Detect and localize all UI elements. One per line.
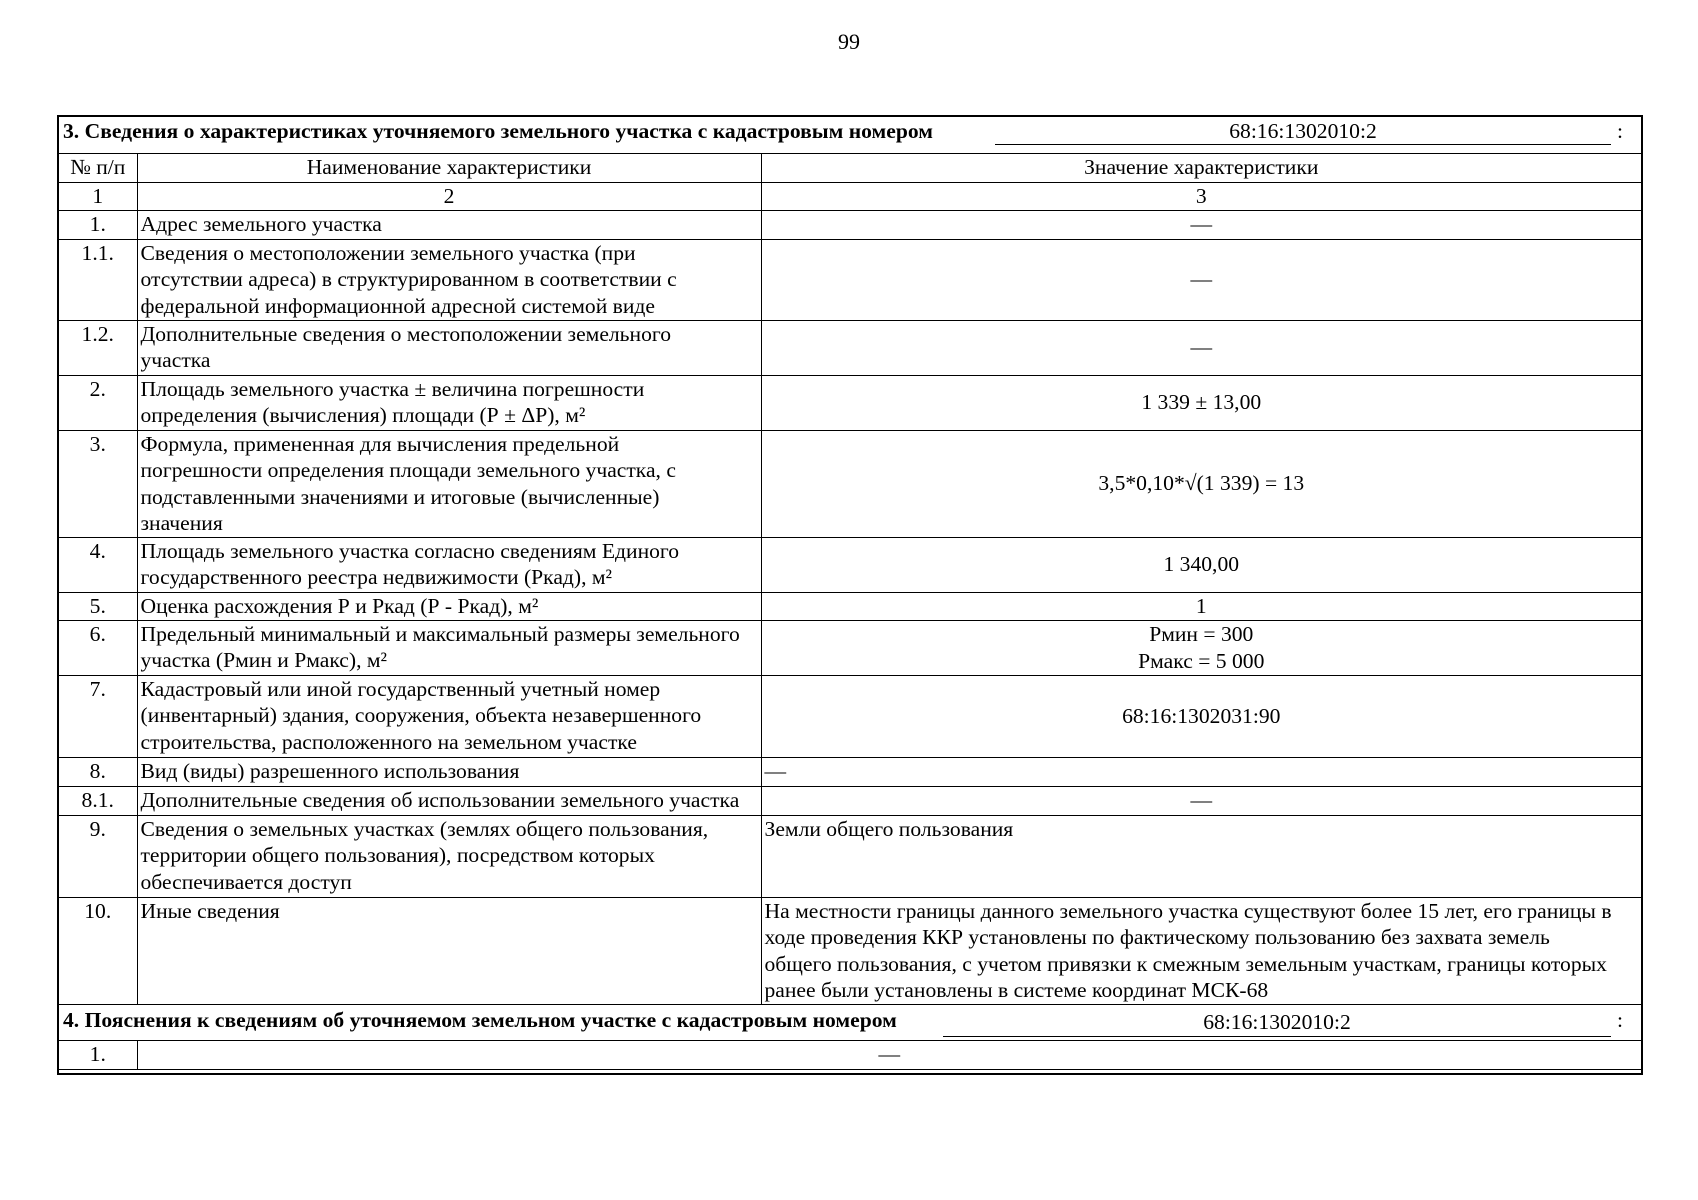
section-4-row-1-value: — [137, 1040, 1642, 1069]
row-9-name: Сведения о земельных участках (землях общего пользования, территории общего пользования), посредством которых обеспечивается доступ [137, 815, 761, 897]
section-3-colon: : [1617, 119, 1623, 143]
column-header-value: Значение характеристики [761, 153, 1642, 182]
table-bottom-rule [58, 1069, 1642, 1074]
row-8-1-value: — [761, 786, 1642, 815]
row-8-1-number: 8.1. [58, 786, 137, 815]
row-2-value: 1 339 ± 13,00 [761, 375, 1642, 430]
row-2-name: Площадь земельного участка ± величина погрешности определения (вычисления) площади (Р ± ΔР), м² [137, 375, 761, 430]
page-number: 99 [838, 29, 860, 54]
row-1-1-value: — [761, 239, 1642, 320]
row-2-number: 2. [58, 375, 137, 430]
row-4-number: 4. [58, 537, 137, 592]
column-number-2: 2 [137, 182, 761, 210]
table-row [58, 897, 1642, 1004]
table-row [58, 757, 1642, 786]
row-10-number: 10. [58, 897, 137, 1004]
row-8-number: 8. [58, 757, 137, 786]
table-row [58, 675, 1642, 757]
table-row [58, 815, 1642, 897]
row-3-value: 3,5*0,10*√(1 339) = 13 [761, 430, 1642, 537]
row-8-name: Вид (виды) разрешенного использования [137, 757, 761, 786]
row-10-name: Иные сведения [137, 897, 761, 1004]
table-row [58, 239, 1642, 320]
row-5-number: 5. [58, 592, 137, 620]
row-1-1-number: 1.1. [58, 239, 137, 320]
row-5-value: 1 [761, 592, 1642, 620]
table-row [58, 430, 1642, 537]
section-4-colon: : [1617, 1007, 1623, 1032]
table-row [58, 375, 1642, 430]
table-row [58, 537, 1642, 592]
section-3-title: 3. Сведения о характеристиках уточняемого земельного участка с кадастровым номером [63, 119, 933, 143]
section-4-header-row [58, 1004, 1642, 1040]
row-6-value: Рмин = 300 Рмакс = 5 000 [761, 620, 1642, 675]
row-6-number: 6. [58, 620, 137, 675]
section-3-cadastral-number: 68:16:1302010:2 [995, 118, 1611, 145]
table-row [58, 210, 1642, 239]
column-number-1: 1 [58, 182, 137, 210]
section-3-header [58, 116, 1642, 153]
row-7-value: 68:16:1302031:90 [761, 675, 1642, 757]
row-1-2-name: Дополнительные сведения о местоположении земельного участка [137, 320, 761, 375]
row-9-number: 9. [58, 815, 137, 897]
section-4-header-content [59, 1005, 1641, 1039]
row-1-2-number: 1.2. [58, 320, 137, 375]
land-plot-characteristics-table [57, 115, 1643, 1075]
row-8-1-name: Дополнительные сведения об использовании земельного участка [137, 786, 761, 815]
row-7-number: 7. [58, 675, 137, 757]
row-1-number: 1. [58, 210, 137, 239]
table-row [58, 592, 1642, 620]
section-3-header-content [59, 117, 1641, 152]
table-row [58, 320, 1642, 375]
table-row [58, 1040, 1642, 1069]
row-3-number: 3. [58, 430, 137, 537]
column-number-3: 3 [761, 182, 1642, 210]
column-header-name: Наименование характеристики [137, 153, 761, 182]
table-row [58, 620, 1642, 675]
row-3-name: Формула, примененная для вычисления предельной погрешности определения площади земельного участка, с подставленными значениями и итоговые (вычисленные) значения [137, 430, 761, 537]
section-4-cadastral-number: 68:16:1302010:2 [943, 1009, 1611, 1037]
column-header-row [58, 153, 1642, 182]
column-number-row [58, 182, 1642, 210]
row-8-value: — [761, 757, 1642, 786]
row-4-value: 1 340,00 [761, 537, 1642, 592]
section-4-row-1-number: 1. [58, 1040, 137, 1069]
column-header-number: № п/п [58, 153, 137, 182]
section-3-header-row [58, 116, 1642, 153]
row-6-name: Предельный минимальный и максимальный размеры земельного участка (Рмин и Рмакс), м² [137, 620, 761, 675]
table-row [58, 786, 1642, 815]
row-10-value: На местности границы данного земельного участка существуют более 15 лет, его границы в ходе проведения ККР установлены по фактическому пользованию без захвата земель общего пользования, с учетом привязки к смежным земельным участкам, границы которых ранее были установлены в системе координат МСК-68 [761, 897, 1642, 1004]
row-4-name: Площадь земельного участка согласно сведениям Единого государственного реестра недвижимости (Ркад), м² [137, 537, 761, 592]
row-7-name: Кадастровый или иной государственный учетный номер (инвентарный) здания, сооружения, объекта незавершенного строительства, расположенного на земельном участке [137, 675, 761, 757]
row-1-1-name: Сведения о местоположении земельного участка (при отсутствии адреса) в структурированном в соответствии с федеральной информационной адресной системой виде [137, 239, 761, 320]
row-9-value: Земли общего пользования [761, 815, 1642, 897]
table-bottom-rule-cell [58, 1069, 1642, 1074]
row-1-2-value: — [761, 320, 1642, 375]
row-1-name: Адрес земельного участка [137, 210, 761, 239]
row-1-value: — [761, 210, 1642, 239]
section-4-header [58, 1004, 1642, 1040]
row-5-name: Оценка расхождения Р и Ркад (Р - Ркад), м² [137, 592, 761, 620]
section-4-title: 4. Пояснения к сведениям об уточняемом земельном участке с кадастровым номером [63, 1007, 897, 1032]
